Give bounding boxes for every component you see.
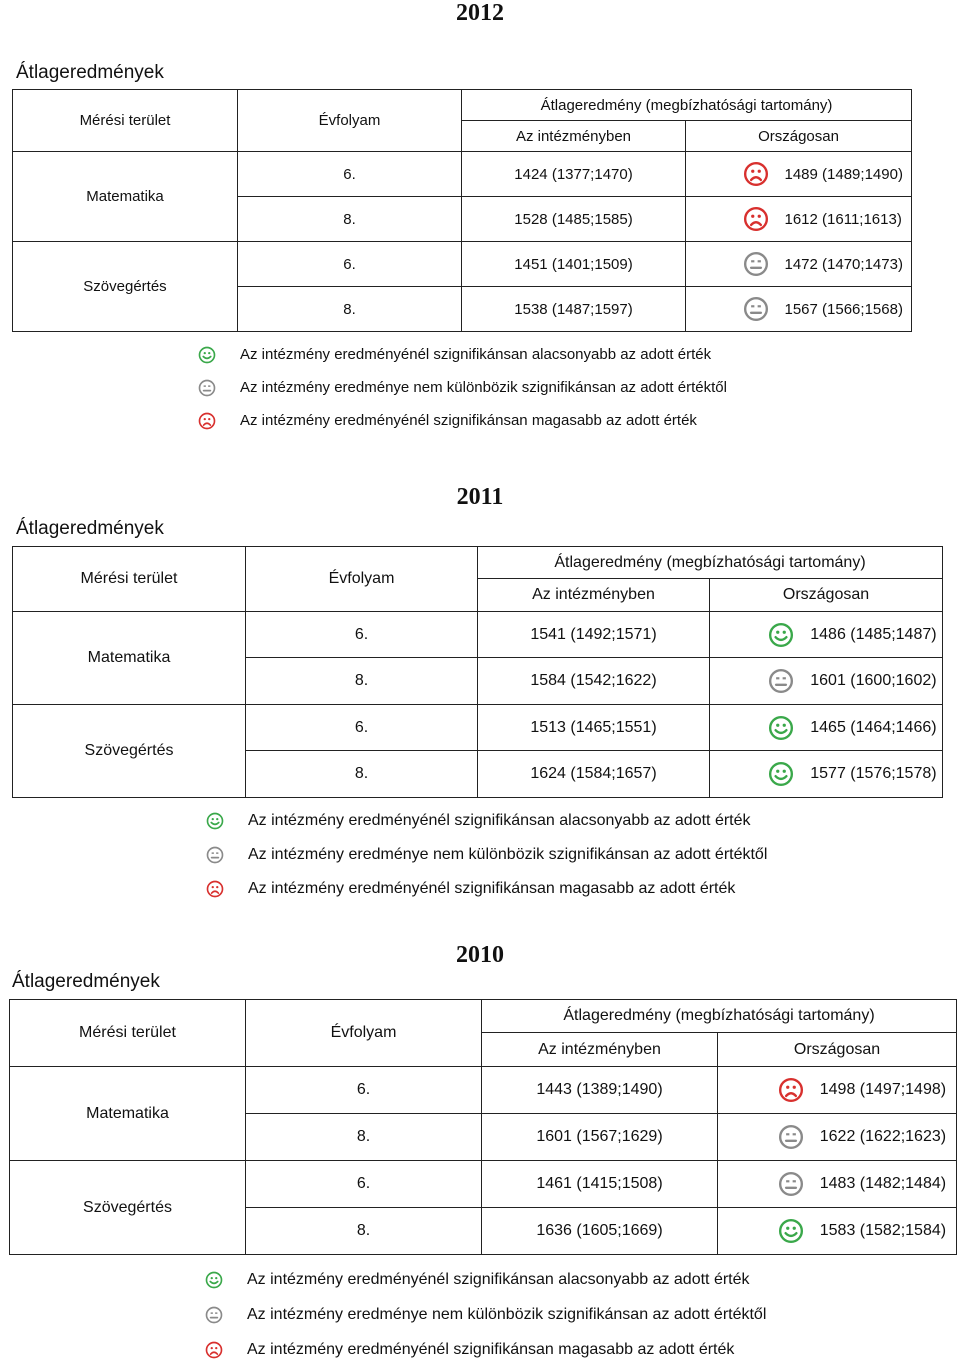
inst-cell: 1443 (1389;1490) xyxy=(482,1067,718,1114)
nat-value: 1583 (1582;1584) xyxy=(819,1222,947,1239)
header-measure: Mérési terület xyxy=(13,90,238,152)
year-heading: 2011 xyxy=(456,484,504,510)
neutral-icon xyxy=(768,668,794,694)
nat-value: 1601 (1600;1602) xyxy=(810,672,937,689)
nat-cell xyxy=(718,1067,957,1114)
nat-cell xyxy=(710,705,943,751)
header-grade: Évfolyam xyxy=(246,547,478,612)
grade-cell: 6. xyxy=(246,612,478,658)
nat-cell xyxy=(686,242,912,287)
grade-cell: 6. xyxy=(238,242,462,287)
grade-cell: 8. xyxy=(246,1114,482,1161)
area-name: Szövegértés xyxy=(10,1161,246,1255)
nat-cell xyxy=(718,1114,957,1161)
inst-cell: 1538 (1487;1597) xyxy=(462,287,686,332)
legend-item xyxy=(198,338,727,371)
inst-cell: 1513 (1465;1551) xyxy=(478,705,710,751)
legend xyxy=(198,338,727,437)
nat-cell xyxy=(710,751,943,798)
inst-cell: 1601 (1567;1629) xyxy=(482,1114,718,1161)
header-inst: Az intézményben xyxy=(482,1033,718,1067)
nat-value: 1567 (1566;1568) xyxy=(784,300,903,318)
legend-item xyxy=(206,838,767,872)
table-row xyxy=(10,1067,957,1114)
legend xyxy=(206,804,767,906)
nat-value: 1489 (1489;1490) xyxy=(784,165,903,183)
header-nat: Országosan xyxy=(718,1033,957,1067)
results-table xyxy=(12,89,912,332)
legend-item xyxy=(205,1262,766,1297)
header-nat: Országosan xyxy=(710,579,943,612)
area-name: Szövegértés xyxy=(13,242,238,332)
grade-cell: 8. xyxy=(246,658,478,705)
legend-item xyxy=(205,1297,766,1332)
table-row xyxy=(13,242,912,287)
section-title: Átlageredmények xyxy=(16,518,164,539)
legend-item xyxy=(206,804,767,838)
inst-cell: 1624 (1584;1657) xyxy=(478,751,710,798)
sad-icon xyxy=(778,1077,804,1103)
grade-cell: 8. xyxy=(238,287,462,332)
table-row xyxy=(13,152,912,197)
table-row xyxy=(13,705,943,751)
legend-item xyxy=(198,404,727,437)
happy-icon xyxy=(205,1271,223,1289)
nat-cell xyxy=(710,658,943,705)
year-heading: 2010 xyxy=(456,942,504,968)
grade-cell: 6. xyxy=(238,152,462,197)
inst-cell: 1424 (1377;1470) xyxy=(462,152,686,197)
happy-icon xyxy=(198,346,216,364)
header-avg: Átlageredmény (megbízhatósági tartomány) xyxy=(482,1000,957,1033)
legend-item xyxy=(206,872,767,906)
inst-cell: 1584 (1542;1622) xyxy=(478,658,710,705)
header-grade: Évfolyam xyxy=(246,1000,482,1067)
nat-value: 1486 (1485;1487) xyxy=(810,625,937,643)
neutral-icon xyxy=(205,1306,223,1324)
nat-value: 1465 (1464;1466) xyxy=(810,718,937,736)
happy-icon xyxy=(778,1218,804,1244)
nat-cell xyxy=(686,287,912,332)
happy-icon xyxy=(206,812,224,830)
neutral-icon xyxy=(778,1124,804,1150)
legend-text: Az intézmény eredményénél szignifikánsan magasabb az adott érték xyxy=(248,880,736,897)
nat-value: 1612 (1611;1613) xyxy=(784,210,902,228)
nat-value: 1577 (1576;1578) xyxy=(810,765,937,782)
area-name: Matematika xyxy=(13,152,238,242)
legend-text: Az intézmény eredményénél szignifikánsan magasabb az adott érték xyxy=(240,412,697,429)
nat-cell xyxy=(686,197,912,242)
inst-cell: 1636 (1605;1669) xyxy=(482,1208,718,1255)
inst-cell: 1451 (1401;1509) xyxy=(462,242,686,287)
sad-icon xyxy=(206,880,224,898)
neutral-icon xyxy=(778,1171,804,1197)
section-title: Átlageredmények xyxy=(16,62,164,83)
sad-icon xyxy=(743,161,769,187)
happy-icon xyxy=(768,761,794,787)
header-measure: Mérési terület xyxy=(13,547,246,612)
grade-cell: 8. xyxy=(246,1208,482,1255)
area-name: Szövegértés xyxy=(13,705,246,798)
grade-cell: 6. xyxy=(246,1161,482,1208)
legend-text: Az intézmény eredményénél szignifikánsan alacsonyabb az adott érték xyxy=(240,346,712,363)
nat-value: 1483 (1482;1484) xyxy=(819,1175,947,1192)
grade-cell: 8. xyxy=(238,197,462,242)
nat-value: 1472 (1470;1473) xyxy=(784,255,903,273)
legend-text: Az intézmény eredménye nem különbözik szignifikánsan az adott értéktől xyxy=(248,846,768,863)
legend-item xyxy=(205,1332,766,1367)
sad-icon xyxy=(743,206,769,232)
happy-icon xyxy=(768,715,794,741)
nat-cell xyxy=(718,1161,957,1208)
legend-text: Az intézmény eredménye nem különbözik szignifikánsan az adott értéktől xyxy=(247,1305,767,1323)
area-name: Matematika xyxy=(10,1067,246,1161)
sad-icon xyxy=(198,412,216,430)
results-table xyxy=(12,546,943,798)
legend-text: Az intézmény eredményénél szignifikánsan alacsonyabb az adott érték xyxy=(247,1270,750,1288)
grade-cell: 6. xyxy=(246,1067,482,1114)
header-inst: Az intézményben xyxy=(478,579,710,612)
table-row xyxy=(13,612,943,658)
nat-value: 1622 (1622;1623) xyxy=(819,1128,947,1145)
header-measure: Mérési terület xyxy=(10,1000,246,1067)
happy-icon xyxy=(768,622,794,648)
legend-text: Az intézmény eredménye nem különbözik szignifikánsan az adott értéktől xyxy=(240,379,727,396)
section-title: Átlageredmények xyxy=(12,971,160,992)
inst-cell: 1541 (1492;1571) xyxy=(478,612,710,658)
sad-icon xyxy=(205,1341,223,1359)
year-heading: 2012 xyxy=(456,0,504,26)
neutral-icon xyxy=(198,379,216,397)
header-avg: Átlageredmény (megbízhatósági tartomány) xyxy=(478,547,943,579)
neutral-icon xyxy=(743,251,769,277)
grade-cell: 6. xyxy=(246,705,478,751)
header-nat: Országosan xyxy=(686,121,912,152)
legend-text: Az intézmény eredményénél szignifikánsan magasabb az adott érték xyxy=(247,1340,735,1358)
header-grade: Évfolyam xyxy=(238,90,462,152)
legend-item xyxy=(198,371,727,404)
nat-cell xyxy=(686,152,912,197)
area-name: Matematika xyxy=(13,612,246,705)
nat-value: 1498 (1497;1498) xyxy=(819,1081,947,1098)
table-row xyxy=(10,1161,957,1208)
legend-text: Az intézmény eredményénél szignifikánsan alacsonyabb az adott érték xyxy=(248,812,751,829)
neutral-icon xyxy=(743,296,769,322)
header-avg: Átlageredmény (megbízhatósági tartomány) xyxy=(462,90,912,121)
nat-cell xyxy=(718,1208,957,1255)
header-inst: Az intézményben xyxy=(462,121,686,152)
neutral-icon xyxy=(206,846,224,864)
inst-cell: 1461 (1415;1508) xyxy=(482,1161,718,1208)
legend xyxy=(205,1262,766,1367)
results-table xyxy=(9,999,957,1255)
nat-cell xyxy=(710,612,943,658)
grade-cell: 8. xyxy=(246,751,478,798)
inst-cell: 1528 (1485;1585) xyxy=(462,197,686,242)
